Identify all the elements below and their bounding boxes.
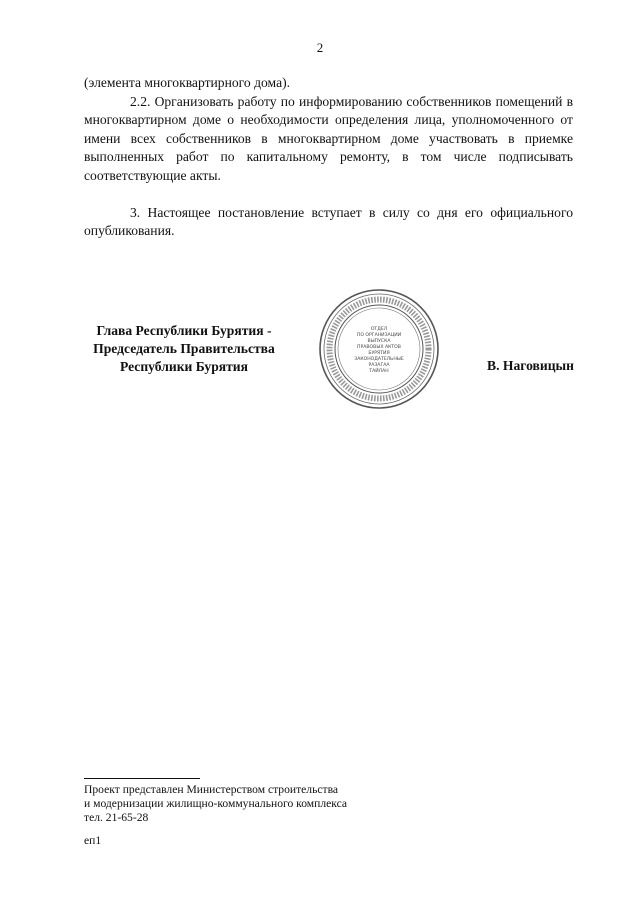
signature-title-line: Председатель Правительства xyxy=(93,341,275,356)
official-seal-stamp xyxy=(318,288,440,410)
signer-name: В. Наговицын xyxy=(487,358,574,373)
page-number: 2 xyxy=(316,40,324,55)
footnote-divider xyxy=(84,778,200,779)
signature-title xyxy=(84,322,284,376)
paragraph-2-2: 2.2. Организовать работу по информированию собственников помещений в многоквартирном доме о необходимости определения лица, уполномоченного от имени всех собственников в многоквартирном доме участвовать в приемке выполненных работ по капитальному ремонту, в том числе подписывать соответствующие акты. xyxy=(84,93,573,183)
footnote-line: тел. 21-65-28 xyxy=(84,811,149,824)
signature-title-line: Глава Республики Бурятия - xyxy=(96,323,272,338)
seal-line: БУРЯТИЯ xyxy=(368,351,390,356)
seal-line: ВЫПУСКА xyxy=(367,339,391,344)
seal-line: ТАЙЛАН xyxy=(369,369,389,374)
paragraph-3: 3. Настоящее постановление вступает в силу со дня его официального опубликования. xyxy=(84,204,573,239)
seal-line: ПРАВОВЫХ АКТОВ xyxy=(357,345,401,350)
seal-line: РАЗАГАА xyxy=(368,363,390,368)
seal-line: ЗАКОНОДАТЕЛЬНЫЕ xyxy=(354,357,404,362)
document-code: еп1 xyxy=(84,834,102,847)
signature-title-line: Республики Бурятия xyxy=(119,359,248,374)
footnote-line: и модернизации жилищно-коммунального комплекса xyxy=(84,797,348,810)
document-body xyxy=(84,74,573,241)
footnote xyxy=(84,783,484,825)
footnote-line: Проект представлен Министерством строительства xyxy=(84,783,339,796)
paragraph-continuation: (элемента многоквартирного дома). xyxy=(84,75,291,90)
seal-line: ПО ОРГАНИЗАЦИИ xyxy=(356,333,402,338)
seal-line: ОТДЕЛ xyxy=(370,327,388,332)
